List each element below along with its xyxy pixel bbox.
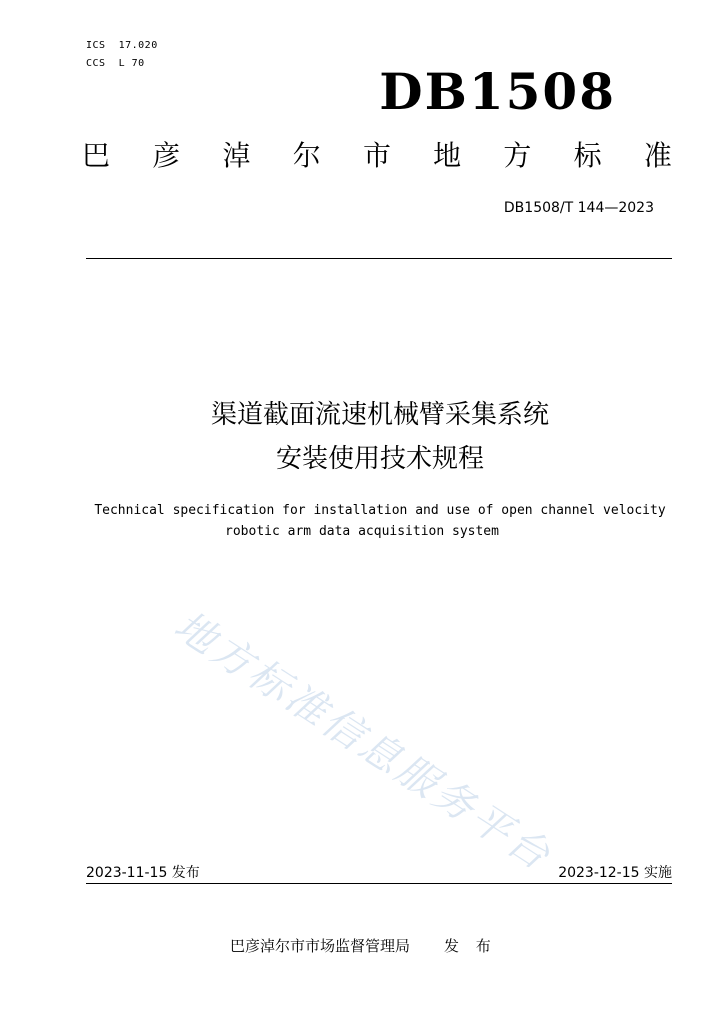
ccs-code: CCS L 70	[86, 58, 145, 69]
standard-type-char: 市	[362, 139, 391, 172]
issue-date: 2023-11-15 发布	[86, 865, 200, 881]
bottom-divider	[86, 883, 672, 884]
publish-action: 发 布	[444, 937, 497, 955]
standard-type-char: 淖	[222, 139, 251, 172]
standard-type-char: 方	[503, 139, 532, 172]
watermark: 地方标准信息服务平台	[166, 602, 561, 881]
english-title-line-1: Technical specification for installation and use of open channel velocity	[94, 503, 666, 518]
publisher-name: 巴彦淖尔市市场监督管理局	[230, 937, 411, 955]
top-divider	[86, 258, 672, 259]
standard-type-char: 地	[433, 139, 462, 172]
classification-codes	[86, 37, 158, 73]
standard-type-title	[82, 138, 672, 174]
publisher-line	[230, 935, 497, 956]
chinese-title-line-2: 安装使用技术规程	[275, 444, 484, 474]
standard-type-char: 彦	[152, 139, 181, 172]
implementation-date: 2023-12-15 实施	[558, 865, 672, 881]
standard-type-char: 尔	[292, 139, 321, 172]
english-title-line-2: robotic arm data acquisition system	[225, 524, 499, 539]
standard-type-char: 准	[643, 139, 672, 172]
standard-type-char: 巴	[82, 139, 111, 172]
standard-type-char: 标	[573, 139, 602, 172]
ics-code: ICS 17.020	[86, 40, 158, 51]
standard-number: DB1508/T 144—2023	[503, 200, 654, 216]
standard-code-logo: DB1508	[379, 62, 616, 121]
chinese-title-line-1: 渠道截面流速机械臂采集系统	[210, 400, 549, 430]
